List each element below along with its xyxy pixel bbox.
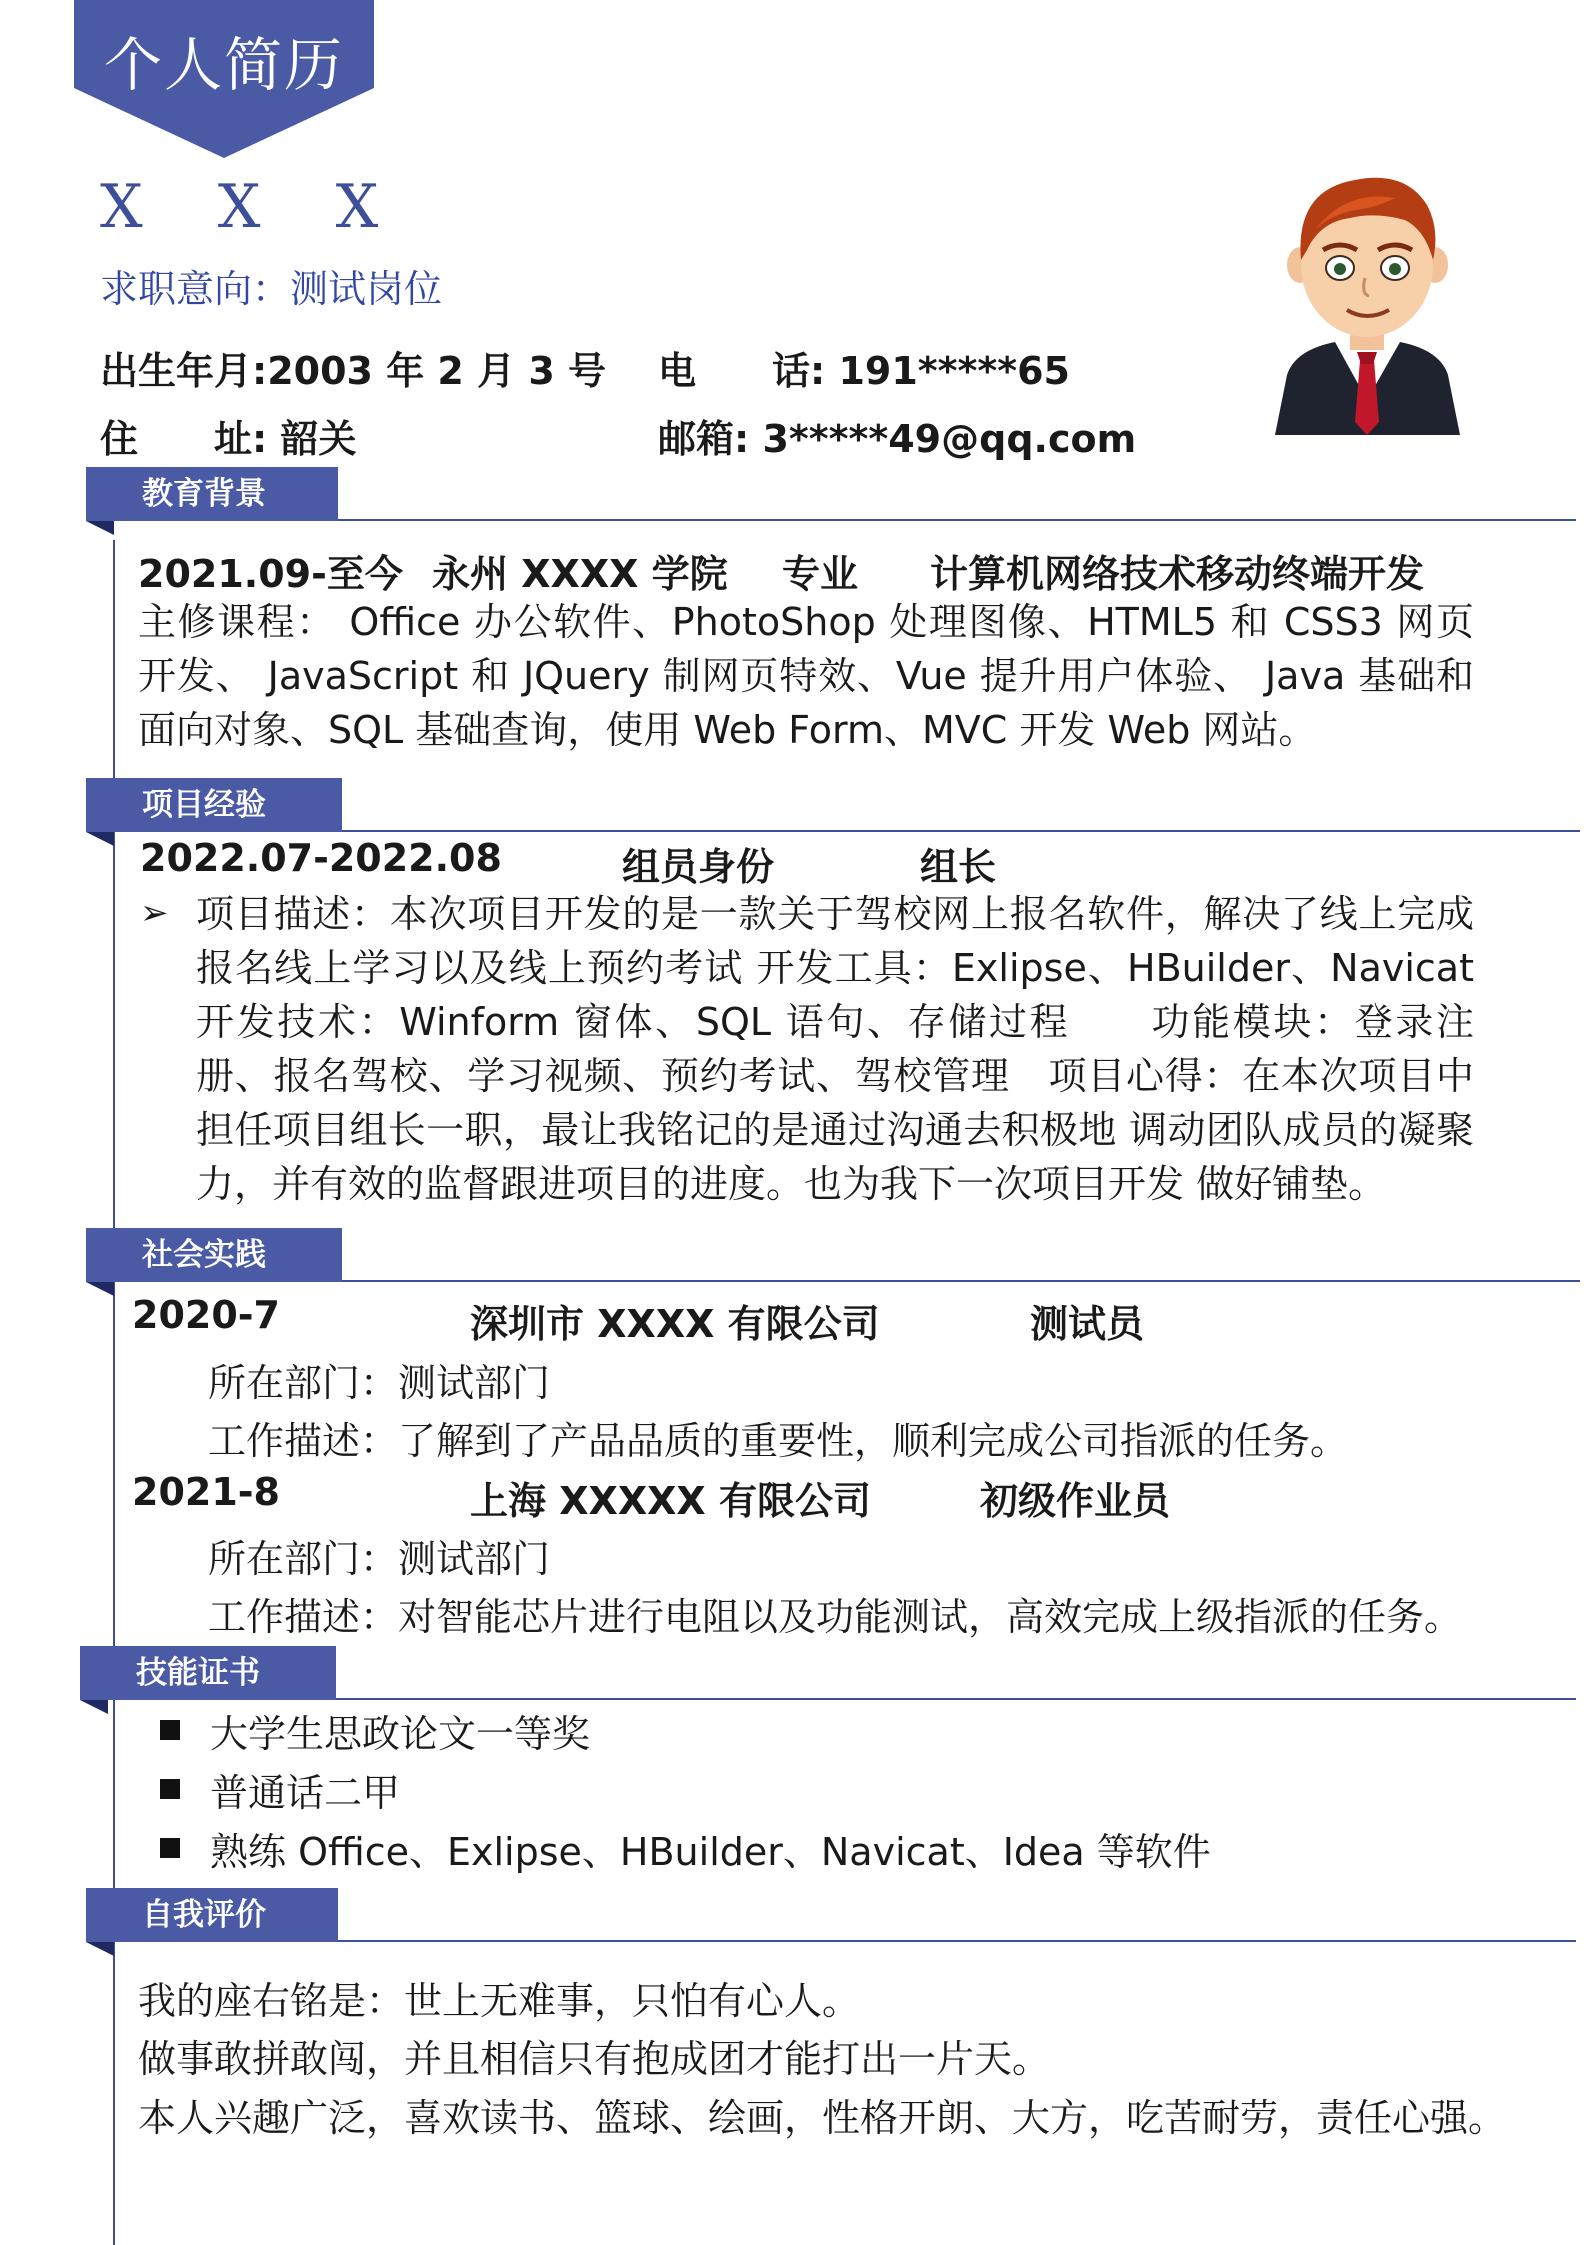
job-description: 工作描述：了解到了产品品质的重要性，顺利完成公司指派的任务。: [208, 1419, 1349, 1463]
tab-fold: [86, 521, 114, 535]
section-rule: [338, 1940, 1576, 1942]
square-bullet-icon: [160, 1779, 180, 1799]
job-date: 2021-8: [132, 1470, 280, 1514]
address-value: 韶关: [280, 417, 357, 461]
job-intent: 求职意向：测试岗位: [100, 267, 443, 311]
section-title: 技能证书: [80, 1646, 336, 1700]
section-title: 自我评价: [86, 1888, 338, 1942]
birth-label: 出生年月:: [100, 349, 268, 393]
education-courses: 主修课程： Office 办公软件、PhotoShop 处理图像、HTML5 和 CSS3 网页开发、 JavaScript 和 JQuery 制网页特效、Vue 提升用户体验、 Java 基础和面向对象、SQL 基础查询，使用 Web Form、MVC 开发 Web 网站。: [138, 600, 1474, 752]
education-period: 2021.09-至今: [138, 552, 403, 596]
section-title: 社会实践: [86, 1228, 342, 1282]
education-school: 永州 XXXX 学院: [432, 552, 728, 596]
birth-info: [100, 340, 606, 395]
arrow-bullet-icon: ➢: [140, 893, 169, 933]
job-company: 深圳市 XXXX 有限公司: [470, 1302, 880, 1346]
tab-fold: [86, 1942, 114, 1956]
birth-value: 2003 年 2 月 3 号: [267, 349, 606, 393]
job-date: 2020-7: [132, 1293, 280, 1337]
education-major: 计算机网络技术移动终端开发: [930, 552, 1425, 596]
project-period: 2022.07-2022.08: [140, 836, 502, 880]
phone-label: 电 话:: [658, 349, 826, 393]
email-label: 邮箱:: [658, 417, 750, 461]
section-rule: [342, 1280, 1580, 1282]
section-rule: [342, 830, 1580, 832]
address-info: [100, 408, 356, 463]
square-bullet-icon: [160, 1838, 180, 1858]
tab-fold: [86, 1282, 114, 1296]
resume-title: 个人简历: [103, 31, 344, 99]
job-department: 所在部门：测试部门: [208, 1361, 551, 1405]
candidate-name: X X X: [100, 172, 407, 242]
job-description: 工作描述：对智能芯片进行电阻以及功能测试，高效完成上级指派的任务。: [208, 1595, 1463, 1639]
title-banner: [74, 0, 374, 158]
skill-item: 熟练 Office、Exlipse、HBuilder、Navicat、Idea 等软件: [210, 1830, 1211, 1874]
self-evaluation-line: 本人兴趣广泛，喜欢读书、篮球、绘画，性格开朗、大方，吃苦耐劳，责任心强。: [138, 2096, 1507, 2140]
job-company: 上海 XXXXX 有限公司: [470, 1479, 871, 1523]
phone-value: 191*****65: [838, 349, 1070, 393]
self-evaluation-line: 我的座右铭是：世上无难事，只怕有心人。: [138, 1979, 861, 2023]
tab-fold: [80, 1700, 108, 1714]
self-evaluation-line: 做事敢拼敢闯，并且相信只有抱成团才能打出一片天。: [138, 2037, 1051, 2081]
job-department: 所在部门：测试部门: [208, 1537, 551, 1581]
section-title: 项目经验: [86, 778, 342, 832]
skill-item: 大学生思政论文一等奖: [210, 1712, 591, 1756]
address-label: 住 址:: [100, 417, 268, 461]
email-value: 3*****49@qq.com: [762, 417, 1137, 461]
education-major-label: 专业: [782, 552, 859, 596]
section-title: 教育背景: [86, 467, 338, 521]
project-role: 组长: [920, 845, 997, 889]
phone-info: [658, 340, 1070, 395]
project-description: 项目描述：本次项目开发的是一款关于驾校网上报名软件，解决了线上完成报名线上学习以及线上预约考试 开发工具：Exlipse、HBuilder、Navicat 开发技术：Winform 窗体、SQL 语句、存储过程 功能模块：登录注册、报名驾校、学习视频、预约考试、驾校管理 项目心得：在本次项目中担任项目组长一职，最让我铭记的是通过沟通去积极地 调动团队成员的凝聚力，并有效的监督跟进项目的进度。也为我下一次项目开发 做好铺垫。: [196, 892, 1551, 1206]
section-rule: [336, 1698, 1576, 1700]
skill-item: 普通话二甲: [210, 1771, 401, 1815]
section-rule: [338, 519, 1576, 521]
square-bullet-icon: [160, 1720, 180, 1740]
project-role-label: 组员身份: [622, 845, 775, 889]
tab-fold: [86, 832, 114, 846]
job-position: 测试员: [1030, 1302, 1145, 1346]
job-position: 初级作业员: [980, 1479, 1171, 1523]
avatar: [1255, 160, 1480, 435]
email-info: [658, 408, 1136, 463]
